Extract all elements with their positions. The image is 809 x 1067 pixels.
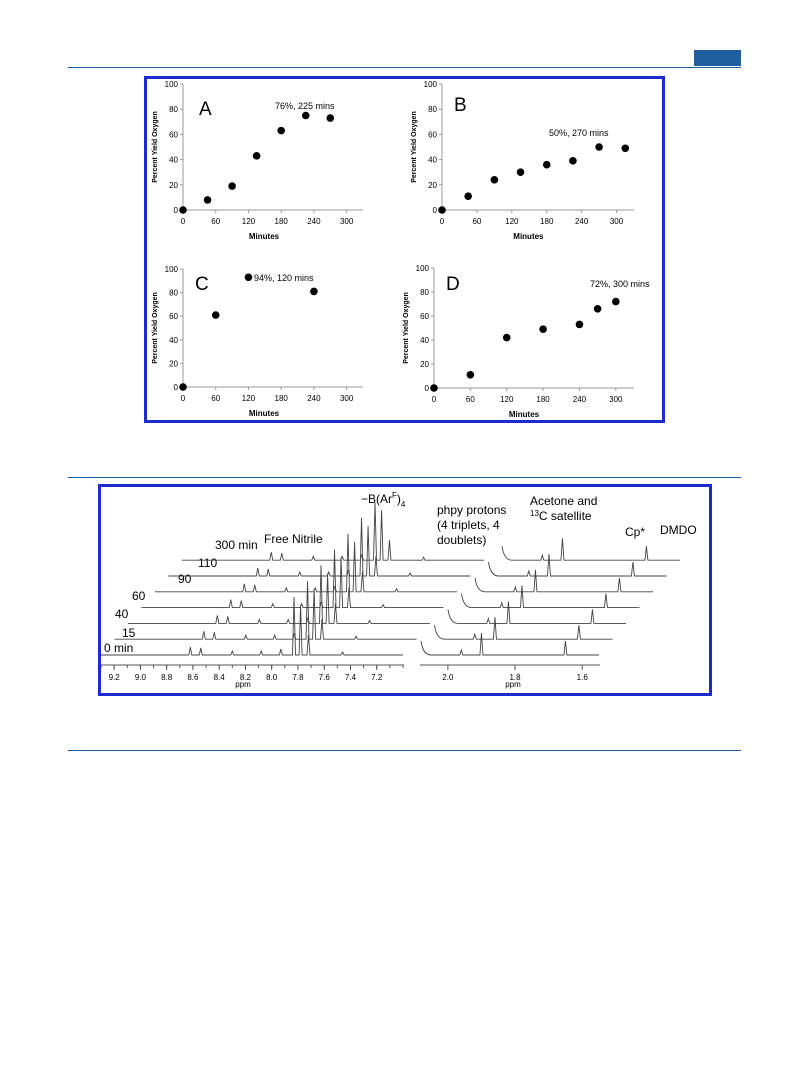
nmr-trace-aliphatic [435, 617, 613, 639]
panel-c-point [179, 383, 187, 391]
panel-d-ylabel: Percent Yield Oxygen [403, 292, 410, 364]
panel-d-x-tick-label: 120 [500, 395, 514, 404]
divider-top [68, 67, 741, 68]
label-barf-sup: F [392, 491, 397, 500]
divider-bottom [68, 750, 741, 751]
nmr-trace-aromatic [115, 581, 417, 639]
trace-label: 90 [178, 572, 192, 586]
label-acetone-1: Acetone and [530, 494, 598, 508]
panel-b-x-tick-label: 240 [574, 217, 589, 226]
panel-c-point [310, 288, 318, 296]
panel-a-point [277, 127, 285, 135]
panel-a-point [302, 112, 310, 120]
panel-a-y-tick-label: 60 [169, 130, 178, 140]
panel-b-x-tick-label: 300 [609, 217, 624, 226]
nmr-figure [98, 484, 712, 696]
nmr-tick-label: 2.0 [442, 673, 454, 682]
corner-tab [694, 50, 741, 66]
trace-label: 110 [198, 556, 218, 570]
panel-d-x-tick-label: 240 [572, 395, 587, 404]
label-barf-sub: 4 [400, 500, 406, 509]
panel-a-y-tick-label: 20 [169, 180, 178, 190]
trace-label: 0 min [104, 641, 134, 655]
nmr-xlabel-right: ppm [505, 680, 521, 689]
panel-b-point [543, 161, 551, 169]
nmr-trace-aromatic [128, 565, 430, 623]
panel-d-point [594, 305, 602, 313]
nmr-tick-label: 7.8 [292, 673, 304, 682]
trace-label: 15 [122, 626, 136, 640]
label-barf [361, 491, 406, 509]
panel-c-point [212, 311, 220, 319]
panel-a-y-tick-label: 40 [169, 155, 178, 165]
panel-a-y-tick-label: 100 [164, 80, 178, 89]
panel-b-point [464, 192, 472, 200]
panel-b-ylabel: Percent Yield Oxygen [411, 111, 418, 183]
panel-d-point [503, 334, 511, 342]
panel-b-xlabel: Minutes [513, 232, 544, 241]
panel-d-xlabel: Minutes [508, 410, 540, 419]
nmr-xlabel-left: ppm [235, 680, 251, 689]
panel-b-y-tick-label: 60 [428, 130, 437, 140]
nmr-trace-aliphatic [475, 570, 653, 592]
panel-c-x-tick-label: 180 [274, 394, 288, 403]
nmr-trace-aliphatic [489, 554, 667, 576]
panel-d [403, 264, 650, 419]
nmr-trace-aliphatic [462, 586, 640, 608]
panel-c-label: C [195, 274, 209, 295]
nmr-traces [101, 502, 680, 655]
panel-d-point [576, 321, 584, 329]
nmr-spectra [101, 487, 709, 693]
panel-b-point [491, 176, 499, 184]
panel-c-y-tick-label: 60 [169, 312, 178, 322]
panel-a [152, 80, 363, 241]
panel-c-x-tick-label: 300 [339, 394, 354, 403]
nmr-trace-aliphatic [421, 633, 599, 655]
panel-b-y-tick-label: 80 [428, 105, 437, 115]
label-acetone-2 [530, 509, 592, 523]
label-barf-paren: ) [396, 492, 401, 506]
panel-d-y-tick-label: 40 [420, 336, 429, 345]
panel-d-x-tick-label: 60 [465, 395, 475, 404]
nmr-tick-label: 8.2 [239, 673, 251, 682]
panel-d-y-tick-label: 80 [420, 288, 429, 297]
panel-d-x-tick-label: 0 [431, 395, 437, 404]
nmr-tick-label: 7.6 [318, 673, 330, 682]
panel-a-annotation: 76%, 225 mins [275, 101, 335, 111]
panel-d-y-tick-label: 60 [420, 312, 429, 321]
nmr-tick-label: 7.4 [344, 673, 357, 682]
trace-label: 40 [115, 607, 129, 621]
panel-a-y-tick-label: 0 [173, 206, 178, 215]
panel-a-ylabel: Percent Yield Oxygen [152, 111, 159, 183]
panel-c-y-tick-label: 20 [169, 359, 178, 369]
panel-a-x-tick-label: 240 [307, 217, 321, 226]
panel-d-point [539, 325, 547, 333]
panel-a-point [253, 152, 261, 160]
panel-a-point [228, 182, 236, 190]
panel-d-label: D [446, 274, 460, 295]
panel-d-point [467, 371, 475, 379]
panel-b-point [517, 168, 525, 176]
panel-a-xlabel: Minutes [248, 232, 280, 241]
panel-c-x-tick-label: 120 [241, 394, 256, 403]
panel-c-x-tick-label: 240 [307, 394, 321, 403]
panel-b-point [438, 206, 446, 214]
nmr-trace-aliphatic [502, 538, 680, 560]
panel-c-x-tick-label: 0 [180, 394, 186, 403]
panel-b-y-tick-label: 40 [428, 155, 437, 165]
panel-b-point [569, 157, 577, 165]
label-barf-main: −B(Ar [361, 492, 393, 506]
nmr-tick-label: 1.8 [509, 673, 521, 682]
nmr-tick-label: 7.2 [371, 673, 383, 682]
panel-d-x-tick-label: 300 [609, 395, 623, 404]
nmr-tick-label: 8.8 [161, 673, 173, 682]
panel-c-y-tick-label: 100 [164, 265, 178, 274]
panel-a-y-tick-label: 80 [169, 105, 178, 115]
panel-c-annotation: 94%, 120 mins [254, 273, 314, 283]
panel-c-ylabel: Percent Yield Oxygen [152, 292, 159, 364]
label-phpy-2: (4 triplets, 4 [437, 518, 500, 532]
panel-a-x-tick-label: 180 [274, 217, 288, 226]
panel-d-point [612, 298, 620, 306]
nmr-trace-aliphatic [448, 601, 626, 623]
panel-b-point [621, 144, 629, 152]
panel-c [152, 265, 363, 418]
nmr-tick-label: 9.2 [108, 673, 120, 682]
nmr-tick-label: 8.0 [266, 673, 278, 682]
panel-d-point [430, 384, 438, 392]
panel-a-point [179, 206, 187, 214]
trace-label: 60 [132, 589, 146, 603]
panel-d-x-tick-label: 180 [536, 395, 550, 404]
panel-b-y-tick-label: 100 [423, 80, 437, 89]
panel-b-x-tick-label: 180 [540, 217, 554, 226]
label-phpy-3: doublets) [437, 533, 487, 547]
label-free-nitrile: Free Nitrile [264, 532, 323, 546]
panel-b [411, 80, 634, 241]
panel-b-label: B [454, 95, 467, 116]
panel-a-point [204, 196, 212, 204]
panel-c-y-tick-label: 80 [169, 288, 178, 298]
panel-d-y-tick-label: 20 [420, 360, 429, 369]
panel-a-point [326, 114, 334, 122]
panel-a-label: A [199, 99, 212, 120]
panel-a-x-tick-label: 300 [339, 217, 354, 226]
panel-c-y-tick-label: 40 [169, 335, 178, 345]
nmr-tick-label: 8.6 [187, 673, 199, 682]
nmr-tick-label: 8.4 [213, 673, 225, 682]
nmr-tick-label: 1.6 [576, 673, 588, 682]
nmr-trace-aromatic [101, 597, 403, 655]
panel-d-y-tick-label: 100 [415, 264, 429, 273]
label-phpy-1: phpy protons [437, 503, 507, 517]
panel-b-x-tick-label: 120 [505, 217, 519, 226]
panel-c-y-tick-label: 0 [173, 383, 178, 392]
yield-figure [144, 76, 665, 423]
nmr-axes [101, 665, 600, 682]
panel-b-annotation: 50%, 270 mins [549, 128, 609, 138]
panel-b-x-tick-label: 60 [472, 217, 482, 226]
panel-a-x-tick-label: 60 [211, 217, 221, 226]
panel-c-xlabel: Minutes [248, 409, 280, 418]
label-acetone-sup: 13 [530, 509, 539, 518]
nmr-tick-label: 9.0 [134, 673, 146, 682]
divider-middle [68, 477, 741, 478]
panel-b-x-tick-label: 0 [439, 217, 445, 226]
yield-plots [147, 79, 662, 420]
panel-d-annotation: 72%, 300 mins [590, 279, 650, 289]
panel-c-x-tick-label: 60 [211, 394, 221, 403]
label-acetone-main: C satellite [538, 509, 592, 523]
label-cp: Cp* [625, 525, 646, 539]
label-dmdo: DMDO [660, 523, 697, 537]
panel-d-y-tick-label: 0 [424, 384, 429, 393]
panel-b-y-tick-label: 0 [432, 206, 437, 215]
panel-b-point [595, 143, 603, 151]
panel-a-x-tick-label: 0 [180, 217, 186, 226]
panel-a-x-tick-label: 120 [241, 217, 256, 226]
trace-label: 300 min [215, 538, 258, 552]
panel-b-y-tick-label: 20 [428, 180, 437, 190]
panel-c-point [245, 273, 253, 281]
